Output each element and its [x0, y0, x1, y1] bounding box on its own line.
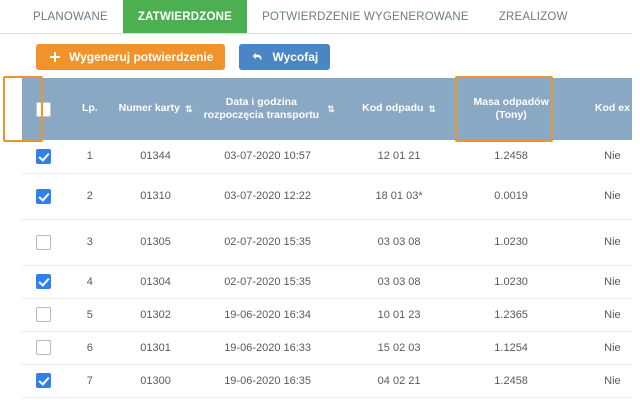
cell-numer-karty: 01300	[115, 364, 197, 397]
row-checkbox[interactable]	[36, 149, 51, 164]
cell-numer-karty: 01305	[115, 219, 197, 265]
column-label-masa-odpadow: Masa odpadów (Tony)	[473, 95, 549, 121]
sort-icon[interactable]: ⇅	[184, 103, 193, 114]
tab-bar	[0, 0, 640, 34]
row-select-cell[interactable]	[22, 173, 65, 219]
cell-numer-karty: 01302	[115, 298, 197, 331]
cell-masa-odpadow: 1.2458	[459, 364, 562, 397]
cell-kod-odpadu: 04 02 21	[339, 364, 460, 397]
column-header-numer-karty[interactable]	[115, 78, 197, 140]
table-row[interactable]	[22, 364, 640, 397]
row-select-cell[interactable]	[22, 331, 65, 364]
cell-masa-odpadow: 1.1254	[459, 331, 562, 364]
row-select-cell[interactable]	[22, 140, 65, 173]
column-header-data-godzina[interactable]	[197, 78, 339, 140]
cell-lp: 6	[65, 331, 115, 364]
undo-arrow-icon	[251, 51, 264, 64]
cell-lp: 5	[65, 298, 115, 331]
table-row[interactable]	[22, 173, 640, 219]
table-header-row	[22, 78, 640, 140]
withdraw-label: Wycofaj	[272, 50, 319, 64]
generate-confirmation-label: Wygeneruj potwierdzenie	[69, 50, 214, 64]
column-header-select-all[interactable]	[22, 78, 65, 140]
column-label-data-godzina: Data i godzina rozpoczęcia transportu	[203, 95, 320, 121]
tab-zrealizowane[interactable]	[484, 0, 583, 33]
cell-data-godzina: 02-07-2020 15:35	[197, 265, 339, 298]
right-gutter	[632, 0, 640, 400]
cell-masa-odpadow: 0.0019	[459, 173, 562, 219]
cell-numer-karty: 01344	[115, 140, 197, 173]
generate-confirmation-button[interactable]	[36, 44, 225, 70]
cell-kod-ex: Nie	[563, 140, 640, 173]
column-header-masa-odpadow[interactable]	[459, 78, 562, 140]
column-label-kod-ex: Kod ex	[594, 102, 630, 115]
cell-lp: 7	[65, 364, 115, 397]
cell-lp: 4	[65, 265, 115, 298]
tab-potwierdzenie-wygenerowane[interactable]	[247, 0, 484, 33]
row-checkbox[interactable]	[36, 235, 51, 250]
tab-label: POTWIERDZENIE WYGENEROWANE	[262, 11, 469, 23]
select-all-checkbox[interactable]	[36, 102, 51, 117]
cell-lp: 1	[65, 140, 115, 173]
cell-kod-odpadu: 03 03 08	[339, 265, 460, 298]
row-select-cell[interactable]	[22, 298, 65, 331]
sort-icon[interactable]: ⇅	[327, 103, 335, 114]
cell-kod-ex: Nie	[563, 265, 640, 298]
cell-masa-odpadow: 1.2365	[459, 298, 562, 331]
row-checkbox[interactable]	[36, 340, 51, 355]
cell-kod-odpadu: 03 03 08	[339, 219, 460, 265]
column-header-kod-odpadu[interactable]	[339, 78, 460, 140]
column-label-numer-karty: Numer karty	[118, 102, 180, 115]
row-select-cell[interactable]	[22, 219, 65, 265]
cell-numer-karty: 01310	[115, 173, 197, 219]
column-label-lp: Lp.	[81, 102, 98, 115]
table-row[interactable]	[22, 265, 640, 298]
cell-kod-odpadu: 10 01 23	[339, 298, 460, 331]
table-body	[22, 140, 640, 397]
cell-lp: 3	[65, 219, 115, 265]
column-label-kod-odpadu: Kod odpadu	[362, 102, 424, 115]
tab-label: PLANOWANE	[33, 11, 108, 23]
cell-kod-ex: Nie	[563, 173, 640, 219]
tab-label: ZREALIZOW	[498, 11, 568, 23]
sort-icon[interactable]: ⇅	[428, 103, 436, 114]
cell-data-godzina: 19-06-2020 16:33	[197, 331, 339, 364]
table-row[interactable]	[22, 298, 640, 331]
table-row[interactable]	[22, 140, 640, 173]
row-select-cell[interactable]	[22, 364, 65, 397]
table-row[interactable]	[22, 219, 640, 265]
column-header-lp[interactable]	[65, 78, 115, 140]
cell-kod-odpadu: 15 02 03	[339, 331, 460, 364]
cell-data-godzina: 19-06-2020 16:35	[197, 364, 339, 397]
cell-lp: 2	[65, 173, 115, 219]
table-header	[22, 78, 640, 140]
table-row[interactable]	[22, 331, 640, 364]
action-toolbar	[0, 34, 640, 78]
cell-data-godzina: 03-07-2020 12:22	[197, 173, 339, 219]
cell-kod-odpadu: 18 01 03*	[339, 173, 460, 219]
waste-cards-table	[22, 78, 640, 398]
row-checkbox[interactable]	[36, 189, 51, 204]
tab-planowane[interactable]	[18, 0, 123, 33]
tab-zatwierdzone[interactable]	[123, 0, 247, 33]
cell-numer-karty: 01301	[115, 331, 197, 364]
row-checkbox[interactable]	[36, 274, 51, 289]
cell-data-godzina: 19-06-2020 16:34	[197, 298, 339, 331]
column-header-kod-ex[interactable]	[563, 78, 640, 140]
cell-kod-odpadu: 12 01 21	[339, 140, 460, 173]
row-select-cell[interactable]	[22, 265, 65, 298]
cell-kod-ex: Nie	[563, 364, 640, 397]
cell-data-godzina: 03-07-2020 10:57	[197, 140, 339, 173]
cell-kod-ex: Nie	[563, 219, 640, 265]
cell-data-godzina: 02-07-2020 15:35	[197, 219, 339, 265]
data-table-container	[0, 78, 640, 398]
row-checkbox[interactable]	[36, 307, 51, 322]
cell-kod-ex: Nie	[563, 331, 640, 364]
cell-masa-odpadow: 1.2458	[459, 140, 562, 173]
row-checkbox[interactable]	[36, 373, 51, 388]
withdraw-button[interactable]	[239, 44, 330, 70]
cell-masa-odpadow: 1.0230	[459, 219, 562, 265]
plus-icon	[48, 51, 61, 64]
cell-kod-ex: Nie	[563, 298, 640, 331]
cell-numer-karty: 01304	[115, 265, 197, 298]
cell-masa-odpadow: 1.0230	[459, 265, 562, 298]
tab-label: ZATWIERDZONE	[137, 11, 233, 23]
